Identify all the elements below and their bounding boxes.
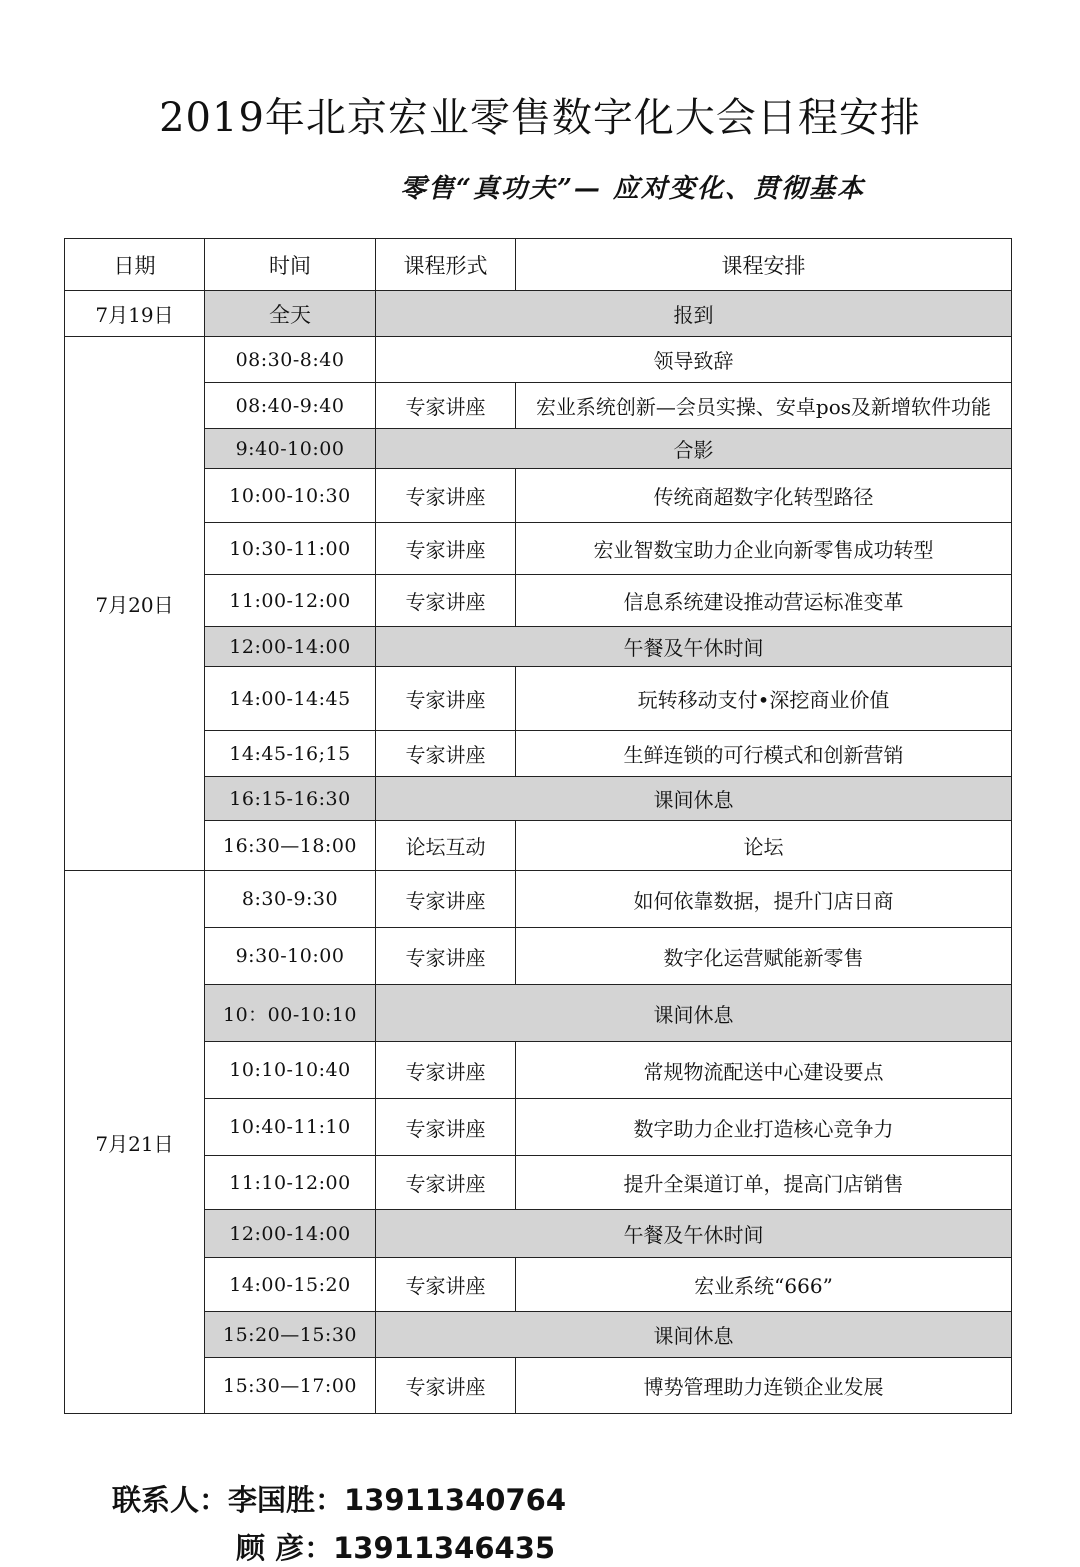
table-row [65, 383, 1012, 429]
table-row [65, 1156, 1012, 1210]
form-cell: 专家讲座 [376, 1358, 516, 1414]
form-cell: 专家讲座 [376, 667, 516, 731]
table-row [65, 1358, 1012, 1414]
contact-phone: 13911346435 [333, 1531, 556, 1565]
form-cell: 专家讲座 [376, 383, 516, 429]
form-cell: 专家讲座 [376, 1258, 516, 1312]
topic-cell: 玩转移动支付•深挖商业价值 [516, 667, 1012, 731]
form-cell: 专家讲座 [376, 1099, 516, 1156]
topic-cell: 提升全渠道订单，提高门店销售 [516, 1156, 1012, 1210]
table-row [65, 871, 1012, 928]
time-cell: 08:30-8:40 [205, 337, 376, 383]
time-cell: 10：00-10:10 [205, 985, 376, 1042]
time-cell: 10:00-10:30 [205, 469, 376, 523]
table-row [65, 291, 1012, 337]
table-row [65, 667, 1012, 731]
header-date: 日期 [65, 239, 205, 291]
form-cell: 专家讲座 [376, 731, 516, 777]
table-row [65, 627, 1012, 667]
contact-name: 李国胜： [228, 1483, 345, 1517]
table-row [65, 731, 1012, 777]
time-cell: 16:15-16:30 [205, 777, 376, 821]
header-form: 课程形式 [376, 239, 516, 291]
table-row [65, 575, 1012, 627]
topic-cell: 宏业系统创新—会员实操、安卓pos及新增软件功能 [516, 383, 1012, 429]
contact-secondary [236, 1526, 555, 1567]
date-cell: 7月19日 [65, 291, 205, 337]
topic-cell: 如何依靠数据，提升门店日商 [516, 871, 1012, 928]
time-cell: 8:30-9:30 [205, 871, 376, 928]
time-cell: 12:00-14:00 [205, 627, 376, 667]
table-row [65, 1312, 1012, 1358]
table-row [65, 821, 1012, 871]
time-cell: 10:30-11:00 [205, 523, 376, 575]
time-cell: 15:20—15:30 [205, 1312, 376, 1358]
contact-name: 顾 彦： [236, 1531, 334, 1565]
time-cell: 16:30—18:00 [205, 821, 376, 871]
topic-cell: 数字化运营赋能新零售 [516, 928, 1012, 985]
topic-cell: 博势管理助力连锁企业发展 [516, 1358, 1012, 1414]
form-cell: 专家讲座 [376, 469, 516, 523]
form-cell: 专家讲座 [376, 1042, 516, 1099]
form-cell: 专家讲座 [376, 871, 516, 928]
form-cell: 论坛互动 [376, 821, 516, 871]
time-cell: 9:40-10:00 [205, 429, 376, 469]
topic-cell: 传统商超数字化转型路径 [516, 469, 1012, 523]
topic-cell: 午餐及午休时间 [376, 1210, 1012, 1258]
form-cell: 专家讲座 [376, 928, 516, 985]
table-row [65, 1258, 1012, 1312]
table-row [65, 523, 1012, 575]
schedule-table [64, 238, 1012, 1414]
time-cell: 11:00-12:00 [205, 575, 376, 627]
table-row [65, 337, 1012, 383]
table-row [65, 429, 1012, 469]
table-row [65, 469, 1012, 523]
topic-cell: 领导致辞 [376, 337, 1012, 383]
time-cell: 12:00-14:00 [205, 1210, 376, 1258]
date-cell: 7月21日 [65, 871, 205, 1414]
topic-cell: 论坛 [516, 821, 1012, 871]
time-cell: 10:10-10:40 [205, 1042, 376, 1099]
time-cell: 08:40-9:40 [205, 383, 376, 429]
topic-cell: 午餐及午休时间 [376, 627, 1012, 667]
topic-cell: 合影 [376, 429, 1012, 469]
contact-label: 联系人： [112, 1483, 229, 1517]
topic-cell: 数字助力企业打造核心竞争力 [516, 1099, 1012, 1156]
time-cell: 14:00-14:45 [205, 667, 376, 731]
topic-cell: 宏业智数宝助力企业向新零售成功转型 [516, 523, 1012, 575]
topic-cell: 课间休息 [376, 777, 1012, 821]
header-time: 时间 [205, 239, 376, 291]
form-cell: 专家讲座 [376, 575, 516, 627]
topic-cell: 生鲜连锁的可行模式和创新营销 [516, 731, 1012, 777]
time-cell: 14:45-16;15 [205, 731, 376, 777]
topic-cell: 报到 [376, 291, 1012, 337]
topic-cell: 课间休息 [376, 1312, 1012, 1358]
form-cell: 专家讲座 [376, 523, 516, 575]
page-subtitle: 零售“真功夫”— 应对变化、贯彻基本 [400, 174, 865, 204]
contact-primary [112, 1478, 566, 1519]
time-cell: 9:30-10:00 [205, 928, 376, 985]
time-cell: 全天 [205, 291, 376, 337]
table-row [65, 1042, 1012, 1099]
time-cell: 11:10-12:00 [205, 1156, 376, 1210]
topic-cell: 常规物流配送中心建设要点 [516, 1042, 1012, 1099]
topic-cell: 课间休息 [376, 985, 1012, 1042]
date-cell: 7月20日 [65, 337, 205, 871]
day2-rows [65, 337, 1012, 871]
table-row [65, 928, 1012, 985]
time-cell: 14:00-15:20 [205, 1258, 376, 1312]
page-title: 2019年北京宏业零售数字化大会日程安排 [159, 95, 921, 141]
header-row [65, 239, 1012, 291]
time-cell: 15:30—17:00 [205, 1358, 376, 1414]
form-cell: 专家讲座 [376, 1156, 516, 1210]
header-topic: 课程安排 [516, 239, 1012, 291]
topic-cell: 宏业系统“666” [516, 1258, 1012, 1312]
table-row [65, 777, 1012, 821]
table-row [65, 1210, 1012, 1258]
time-cell: 10:40-11:10 [205, 1099, 376, 1156]
table-row [65, 1099, 1012, 1156]
table-row [65, 985, 1012, 1042]
topic-cell: 信息系统建设推动营运标准变革 [516, 575, 1012, 627]
contact-phone: 13911340764 [344, 1483, 566, 1517]
day3-rows [65, 871, 1012, 1414]
